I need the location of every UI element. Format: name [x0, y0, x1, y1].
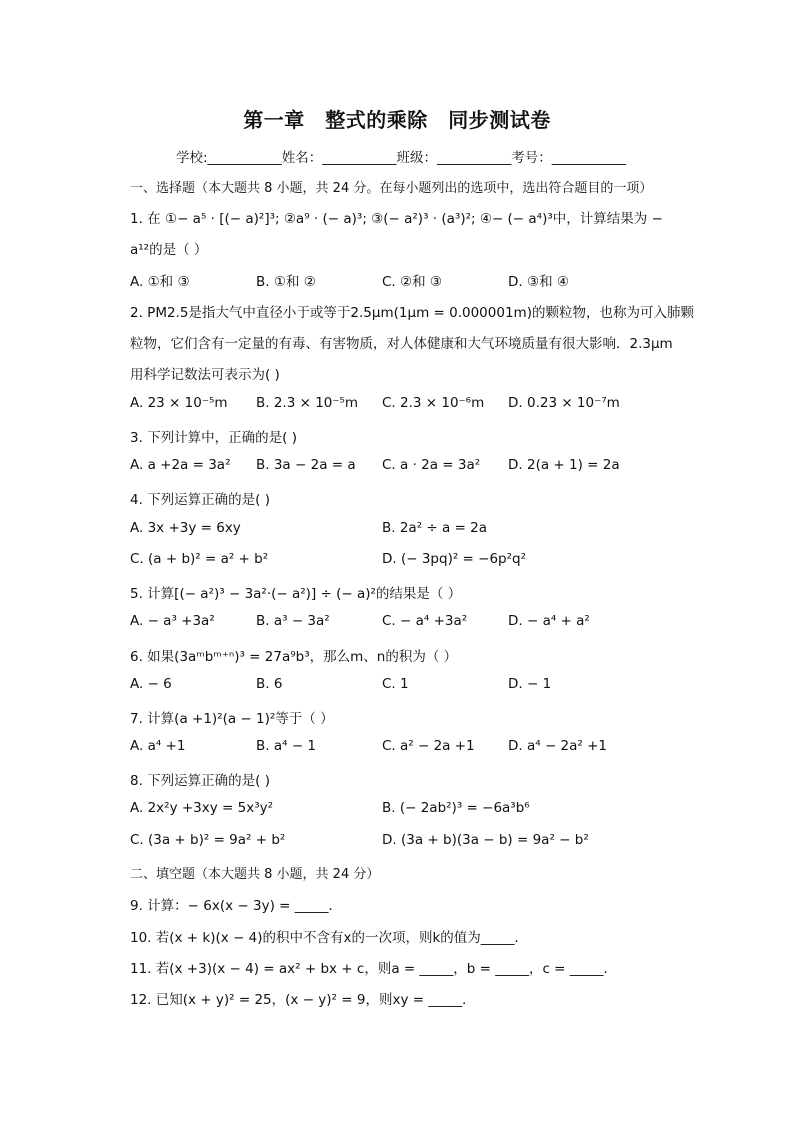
q3-stem: 3. 下列计算中，正确的是( ) — [130, 430, 297, 446]
q1-option-b: B. ①和 ② — [256, 274, 316, 290]
q2-option-a: A. 23 × 10⁻⁵m — [130, 395, 228, 411]
q1-option-d: D. ③和 ④ — [508, 274, 569, 290]
q7-option-a: A. a⁴ +1 — [130, 738, 186, 754]
q8-option-a: A. 2x²y +3xy = 5x³y² — [130, 800, 274, 816]
q3-option-b: B. 3a − 2a = a — [256, 457, 356, 473]
q6-option-b: B. 6 — [256, 676, 283, 692]
page-title: 第一章 整式的乘除 同步测试卷 — [243, 108, 551, 132]
q8-stem: 8. 下列运算正确的是( ) — [130, 773, 270, 789]
q4-option-a: A. 3x +3y = 6xy — [130, 520, 241, 536]
q8-option-b: B. (− 2ab²)³ = −6a³b⁶ — [382, 800, 530, 816]
q2-option-d: D. 0.23 × 10⁻⁷m — [508, 395, 620, 411]
q6-option-c: C. 1 — [382, 676, 409, 692]
q2-stem-line1: 2. PM2.5是指大气中直径小于或等于2.5μm(1μm = 0.000001m)的颗粒物，也称为可入肺颗 — [130, 305, 694, 321]
q2-option-c: C. 2.3 × 10⁻⁶m — [382, 395, 485, 411]
q5-stem: 5. 计算[(− a²)³ − 3a²·(− a²)] ÷ (− a)²的结果是（ ） — [130, 586, 462, 602]
section-1-heading: 一、选择题（本大题共 8 小题，共 24 分。在每小题列出的选项中，选出符合题目的一项） — [130, 181, 653, 196]
q8-option-c: C. (3a + b)² = 9a² + b² — [130, 832, 286, 848]
q7-option-c: C. a² − 2a +1 — [382, 738, 475, 754]
q5-option-b: B. a³ − 3a² — [256, 613, 330, 629]
q1-stem-line2: a¹²的是（ ） — [130, 242, 208, 258]
q2-stem-line3: 用科学记数法可表示为( ) — [130, 367, 280, 383]
q4-stem: 4. 下列运算正确的是( ) — [130, 492, 270, 508]
q6-stem: 6. 如果(3aᵐbᵐ⁺ⁿ)³ = 27a⁹b³，那么m、n的积为（ ） — [130, 649, 458, 665]
q5-option-c: C. − a⁴ +3a² — [382, 613, 468, 629]
q12-stem: 12. 已知(x + y)² = 25，(x − y)² = 9，则xy = _____． — [130, 992, 476, 1008]
q1-option-c: C. ②和 ③ — [382, 274, 443, 290]
q6-option-a: A. − 6 — [130, 676, 172, 692]
section-2-heading: 二、填空题（本大题共 8 小题，共 24 分） — [130, 867, 380, 882]
q8-option-d: D. (3a + b)(3a − b) = 9a² − b² — [382, 832, 589, 848]
q4-option-d: D. (− 3pq)² = −6p²q² — [382, 551, 527, 567]
q3-option-a: A. a +2a = 3a² — [130, 457, 231, 473]
q7-option-b: B. a⁴ − 1 — [256, 738, 317, 754]
q5-option-a: A. − a³ +3a² — [130, 613, 215, 629]
q9-stem: 9. 计算：− 6x(x − 3y) = _____． — [130, 898, 342, 914]
q7-option-d: D. a⁴ − 2a² +1 — [508, 738, 608, 754]
q3-option-d: D. 2(a + 1) = 2a — [508, 457, 620, 473]
q11-stem: 11. 若(x +3)(x − 4) = ax² + bx + c，则a = _____，b = _____，c = _____． — [130, 961, 618, 977]
q10-stem: 10. 若(x + k)(x − 4)的积中不含有x的一次项，则k的值为_____． — [130, 930, 529, 946]
q4-option-b: B. 2a² ÷ a = 2a — [382, 520, 488, 536]
q7-stem: 7. 计算(a +1)²(a − 1)²等于（ ） — [130, 711, 334, 727]
q5-option-d: D. − a⁴ + a² — [508, 613, 590, 629]
q6-option-d: D. − 1 — [508, 676, 552, 692]
q1-option-a: A. ①和 ③ — [130, 274, 190, 290]
q3-option-c: C. a · 2a = 3a² — [382, 457, 481, 473]
q1-stem-line1: 1. 在 ①− a⁵ · [(− a)²]³; ②a⁹ · (− a)³; ③(− a²)³ · (a³)²; ④− (− a⁴)³中，计算结果为 − — [130, 211, 663, 227]
q2-stem-line2: 粒物，它们含有一定量的有毒、有害物质，对人体健康和大气环境质量有很大影响．2.3μm — [130, 336, 673, 352]
q2-option-b: B. 2.3 × 10⁻⁵m — [256, 395, 359, 411]
q4-option-c: C. (a + b)² = a² + b² — [130, 551, 269, 567]
student-info-line: 学校:___________姓名：___________班级：___________考号：___________ — [176, 150, 627, 166]
